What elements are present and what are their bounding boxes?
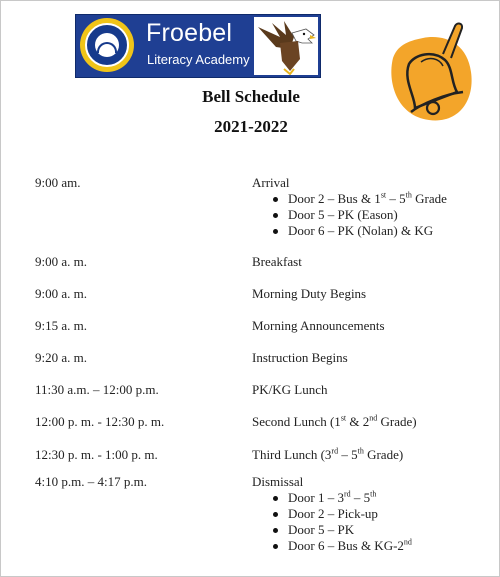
bullet-icon bbox=[273, 512, 278, 517]
event-cell: Instruction Begins bbox=[252, 350, 348, 365]
event-cell: PK/KG Lunch bbox=[252, 382, 328, 397]
list-item: Door 2 – Bus & 1st – 5th Grade bbox=[273, 191, 447, 207]
eagle-icon bbox=[254, 17, 318, 75]
time-cell: 12:00 p. m. - 12:30 p. m. bbox=[35, 414, 165, 429]
time-cell: 9:00 a. m. bbox=[35, 254, 87, 269]
event-cell: Morning Announcements bbox=[252, 318, 385, 333]
time-cell: 9:20 a. m. bbox=[35, 350, 87, 365]
list-item: Door 6 – Bus & KG-2nd bbox=[273, 538, 412, 554]
event-cell: Arrival bbox=[252, 175, 290, 190]
bullet-icon bbox=[273, 528, 278, 533]
time-cell: 9:15 a. m. bbox=[35, 318, 87, 333]
bullet-icon bbox=[273, 229, 278, 234]
school-seal-icon bbox=[80, 18, 134, 72]
school-logo-banner bbox=[75, 14, 321, 78]
event-cell: Dismissal bbox=[252, 474, 304, 489]
event-cell: Morning Duty Begins bbox=[252, 286, 367, 301]
time-cell: 9:00 am. bbox=[35, 175, 81, 190]
bullet-icon bbox=[273, 544, 278, 549]
bell-icon bbox=[385, 20, 477, 124]
time-cell: 11:30 a.m. – 12:00 p.m. bbox=[35, 382, 159, 397]
list-item: Door 5 – PK (Eason) bbox=[273, 207, 447, 223]
door-list bbox=[273, 191, 447, 239]
event-cell: Second Lunch (1st & 2nd Grade) bbox=[252, 413, 417, 429]
document-title: Bell Schedule bbox=[202, 87, 300, 106]
event-cell: Third Lunch (3rd – 5th Grade) bbox=[252, 446, 404, 462]
time-cell: 12:30 p. m. - 1:00 p. m. bbox=[35, 447, 158, 462]
list-item: Door 2 – Pick-up bbox=[273, 506, 412, 522]
time-cell: 4:10 p.m. – 4:17 p.m. bbox=[35, 474, 147, 489]
bullet-icon bbox=[273, 213, 278, 218]
list-item: Door 6 – PK (Nolan) & KG bbox=[273, 223, 447, 239]
school-year: 2021-2022 bbox=[214, 117, 288, 136]
logo-school-subtitle: Literacy Academy bbox=[147, 52, 250, 67]
bullet-icon bbox=[273, 197, 278, 202]
door-list bbox=[273, 490, 412, 554]
logo-school-name: Froebel bbox=[146, 19, 233, 47]
event-cell: Breakfast bbox=[252, 254, 302, 269]
time-cell: 9:00 a. m. bbox=[35, 286, 87, 301]
list-item: Door 1 – 3rd – 5th bbox=[273, 490, 412, 506]
bullet-icon bbox=[273, 496, 278, 501]
list-item: Door 5 – PK bbox=[273, 522, 412, 538]
